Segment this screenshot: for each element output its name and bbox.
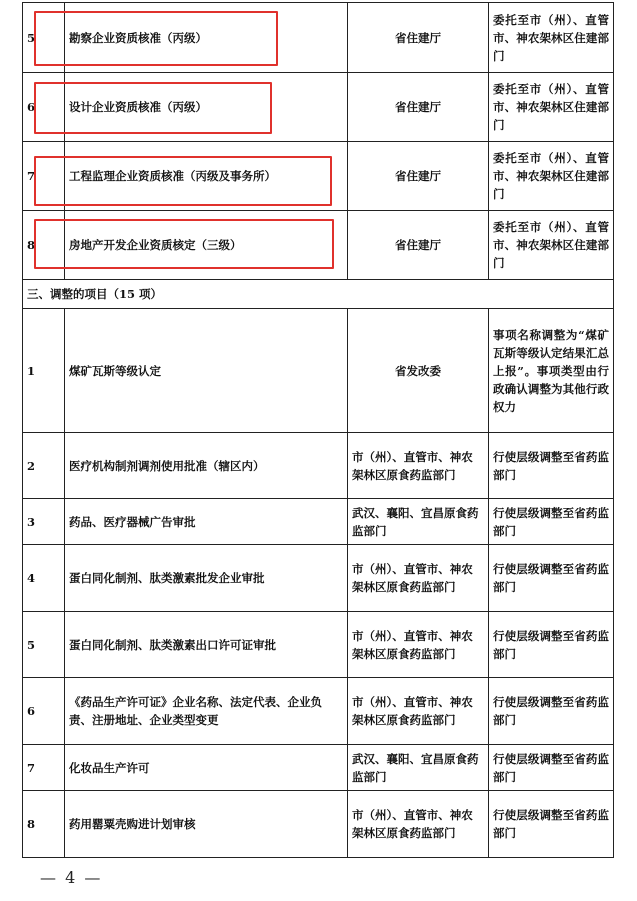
department: 省发改委 [348, 309, 489, 433]
item-name: 蛋白同化制剂、肽类激素批发企业审批 [65, 545, 348, 612]
table-row [23, 433, 614, 499]
row-number: 3 [23, 499, 65, 545]
item-name: 勘察企业资质核准（丙级） [65, 3, 348, 73]
note: 行使层级调整至省药监部门 [489, 433, 614, 499]
highlight-box-row-5 [34, 11, 278, 66]
item-name: 化妆品生产许可 [65, 745, 348, 791]
table-row [23, 309, 614, 433]
item-name: 《药品生产许可证》企业名称、法定代表、企业负责、注册地址、企业类型变更 [65, 678, 348, 745]
note: 委托至市（州）、直管市、神农架林区住建部门 [489, 3, 614, 73]
note: 行使层级调整至省药监部门 [489, 499, 614, 545]
note: 委托至市（州）、直管市、神农架林区住建部门 [489, 211, 614, 280]
row-number: 6 [23, 678, 65, 745]
department: 武汉、襄阳、宜昌原食药监部门 [348, 499, 489, 545]
row-number: 5 [23, 3, 65, 73]
department: 市（州）、直管市、神农架林区原食药监部门 [348, 791, 489, 858]
department: 省住建厅 [348, 3, 489, 73]
department: 省住建厅 [348, 211, 489, 280]
row-number: 1 [23, 309, 65, 433]
note: 行使层级调整至省药监部门 [489, 745, 614, 791]
item-name: 蛋白同化制剂、肽类激素出口许可证审批 [65, 612, 348, 678]
department: 市（州）、直管市、神农架林区原食药监部门 [348, 545, 489, 612]
section-title: 三、调整的项目（15 项） [23, 280, 614, 309]
note: 行使层级调整至省药监部门 [489, 545, 614, 612]
item-name: 设计企业资质核准（丙级） [65, 73, 348, 142]
department: 武汉、襄阳、宜昌原食药监部门 [348, 745, 489, 791]
row-number: 8 [23, 791, 65, 858]
table-row [23, 678, 614, 745]
department: 市（州）、直管市、神农架林区原食药监部门 [348, 612, 489, 678]
highlight-box-row-7 [34, 156, 332, 206]
page-number: — 4 — [40, 868, 103, 887]
row-number: 7 [23, 142, 65, 211]
table-row [23, 499, 614, 545]
note: 委托至市（州）、直管市、神农架林区住建部门 [489, 142, 614, 211]
item-name: 药品、医疗器械广告审批 [65, 499, 348, 545]
note: 委托至市（州）、直管市、神农架林区住建部门 [489, 73, 614, 142]
highlight-box-row-8 [34, 219, 334, 269]
department: 市（州）、直管市、神农架林区原食药监部门 [348, 433, 489, 499]
table-row [23, 745, 614, 791]
department: 省住建厅 [348, 142, 489, 211]
row-number: 8 [23, 211, 65, 280]
row-number: 7 [23, 745, 65, 791]
highlight-box-row-6 [34, 82, 272, 134]
note: 行使层级调整至省药监部门 [489, 612, 614, 678]
row-number: 2 [23, 433, 65, 499]
note: 行使层级调整至省药监部门 [489, 678, 614, 745]
note: 行使层级调整至省药监部门 [489, 791, 614, 858]
note: 事项名称调整为“煤矿瓦斯等级认定结果汇总上报”。事项类型由行政确认调整为其他行政权力 [489, 309, 614, 433]
table-row [23, 545, 614, 612]
row-number: 4 [23, 545, 65, 612]
item-name: 工程监理企业资质核准（丙级及事务所） [65, 142, 348, 211]
department: 市（州）、直管市、神农架林区原食药监部门 [348, 678, 489, 745]
section-row [23, 280, 614, 309]
item-name: 房地产开发企业资质核定（三级） [65, 211, 348, 280]
item-name: 煤矿瓦斯等级认定 [65, 309, 348, 433]
row-number: 6 [23, 73, 65, 142]
item-name: 医疗机构制剂调剂使用批准（辖区内） [65, 433, 348, 499]
row-number: 5 [23, 612, 65, 678]
department: 省住建厅 [348, 73, 489, 142]
table-row [23, 612, 614, 678]
table-row [23, 791, 614, 858]
item-name: 药用罂粟壳购进计划审核 [65, 791, 348, 858]
